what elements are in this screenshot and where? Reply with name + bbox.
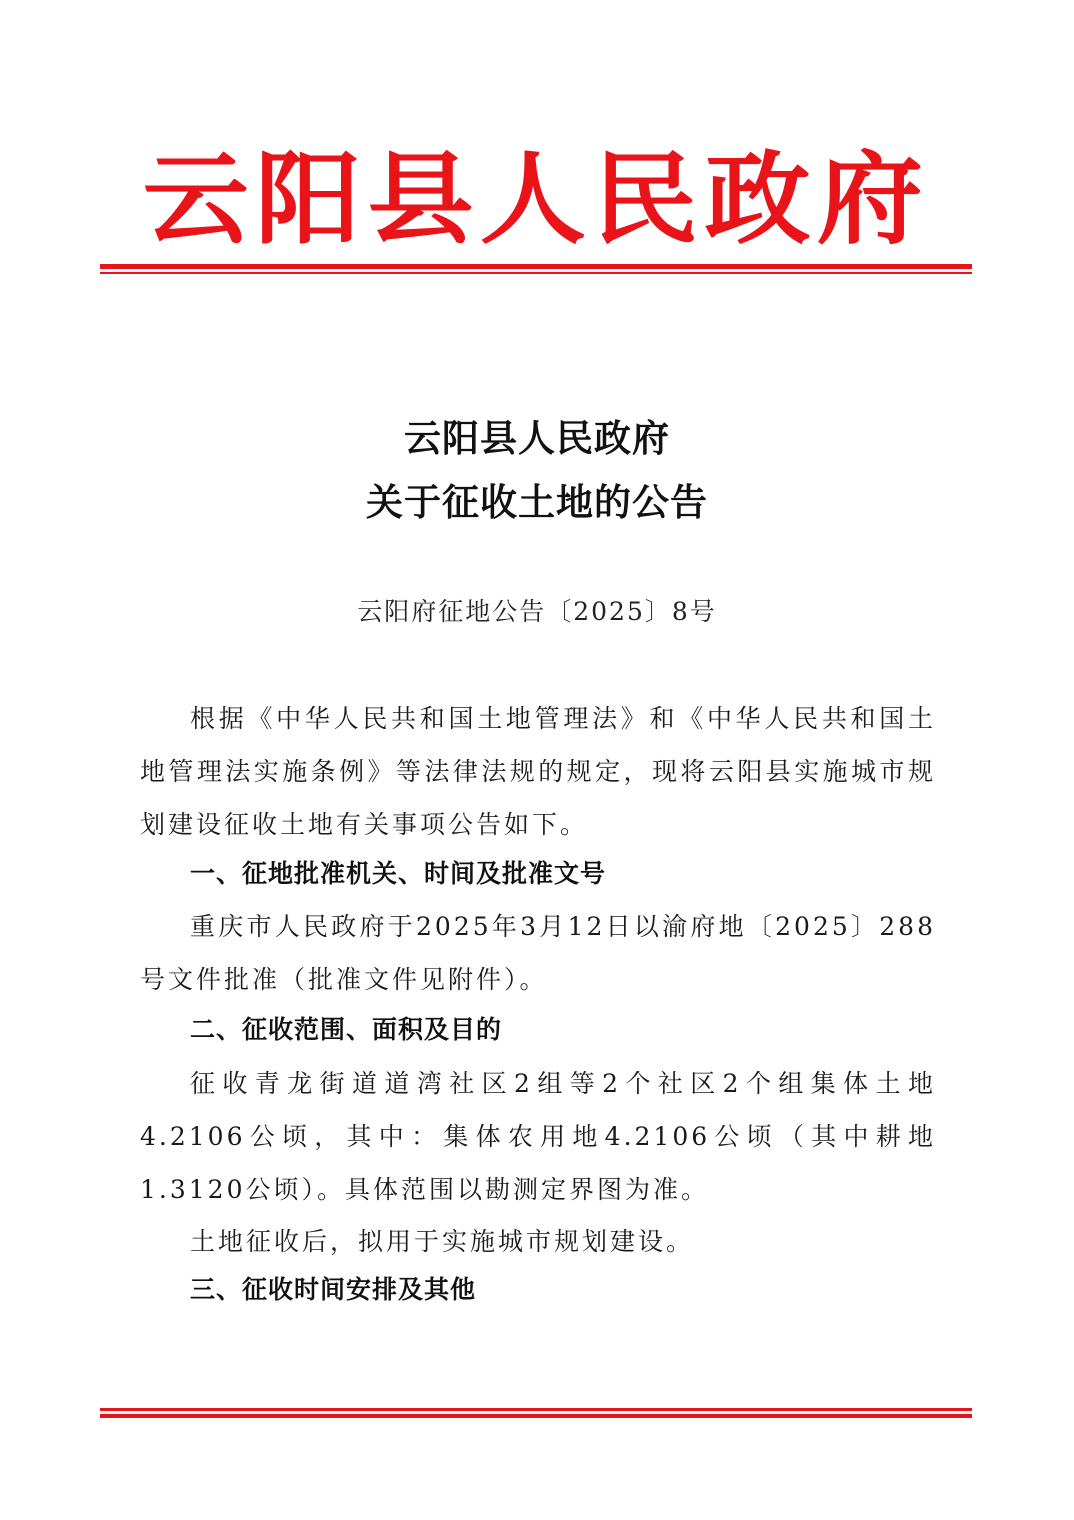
- section-2-paragraph-2: 土地征收后，拟用于实施城市规划建设。: [190, 1227, 695, 1256]
- title-line-2: 关于征收土地的公告: [366, 480, 708, 524]
- section-2-paragraph-1: 征收青龙街道道湾社区2组等2个社区2个组集体土地4.2106公顷，其中：集体农用地4.2106公顷（其中耕地1.3120公顷）。具体范围以勘测定界图为准。: [140, 1069, 936, 1204]
- document-number: 云阳府征地公告〔2025〕8号: [357, 597, 717, 626]
- letterhead-org-name: 云阳县人民政府: [142, 140, 930, 258]
- section-1-heading: 一、征地批准机关、时间及批准文号: [190, 859, 607, 888]
- footer-rule-bottom: [100, 1414, 972, 1418]
- intro-paragraph: 根据《中华人民共和国土地管理法》和《中华人民共和国土地管理法实施条例》等法律法规的规定，现将云阳县实施城市规划建设征收土地有关事项公告如下。: [140, 704, 936, 839]
- footer-rule-top: [100, 1408, 972, 1411]
- letterhead-rule-thin: [100, 272, 972, 274]
- title-line-1: 云阳县人民政府: [404, 416, 670, 460]
- section-1-paragraph-1: 重庆市人民政府于2025年3月12日以渝府地〔2025〕288号文件批准（批准文件见附件）。: [140, 912, 936, 994]
- letterhead-rule-thick: [100, 264, 972, 269]
- section-2-heading: 二、征收范围、面积及目的: [190, 1015, 503, 1044]
- section-3-heading: 三、征收时间安排及其他: [190, 1275, 477, 1304]
